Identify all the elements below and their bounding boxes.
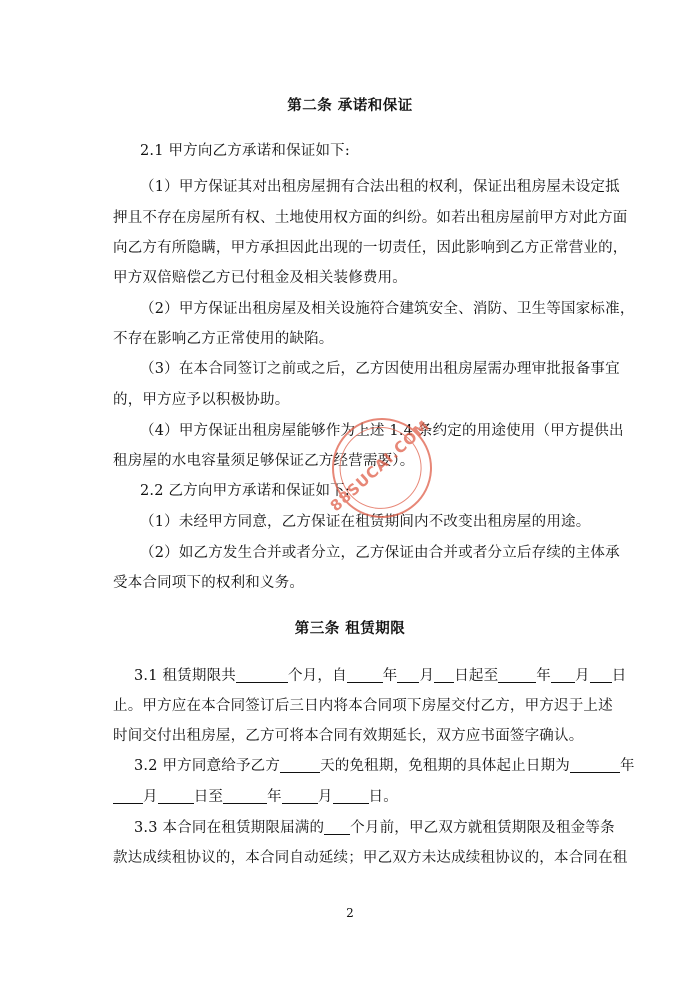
clause-text: 日: [611, 668, 627, 684]
clause-text: 月: [317, 789, 333, 805]
fill-blank: [324, 819, 350, 835]
clause-line: （1）未经甲方同意，乙方保证在租赁期间内不改变出租房屋的用途。: [140, 514, 591, 530]
page-number: 2: [346, 906, 354, 920]
clause-line: 租房屋的水电容量须足够保证乙方经营需要）。: [113, 453, 415, 469]
clause-3-1-line-1: [134, 664, 626, 685]
clause-line: 甲方双倍赔偿乙方已付租金及相关装修费用。: [113, 270, 407, 286]
fill-blank: [223, 788, 267, 804]
fill-blank: [158, 788, 194, 804]
clause-line: 时间交付出租房屋，乙方可将本合同有效期延长，双方应书面签字确认。: [113, 728, 584, 744]
clause-2-2-title: 2.2 乙方向甲方承诺和保证如下:: [140, 483, 350, 499]
clause-text: 年: [382, 668, 398, 684]
clause-text: 日。: [368, 789, 398, 805]
fill-blank: [498, 667, 536, 683]
clause-text: 个月前，甲乙双方就租赁期限及租金等条: [350, 820, 615, 836]
clause-text: 3.2 甲方同意给予乙方: [134, 758, 281, 774]
fill-blank: [113, 788, 143, 804]
clause-line: （4）甲方保证出租房屋能够作为上述 1.4 条约定的用途使用（甲方提供出: [140, 423, 624, 439]
clause-3-2-line-1: [134, 754, 635, 775]
clause-line: 不存在影响乙方正常使用的缺陷。: [113, 331, 334, 347]
clause-3-2-line-2: [113, 785, 398, 806]
fill-blank: [590, 667, 612, 683]
clause-text: 3.3 本合同在租赁期限届满的: [134, 820, 325, 836]
clause-line: 受本合同项下的权利和义务。: [113, 575, 305, 591]
clause-text: 3.1 租赁期限共: [134, 668, 236, 684]
fill-blank: [333, 788, 369, 804]
section-heading-2: 第二条 承诺和保证: [287, 98, 413, 114]
clause-text: 月: [419, 668, 435, 684]
clause-text: 日至: [193, 789, 224, 805]
fill-blank: [434, 667, 454, 683]
clause-text: 个月，自: [287, 668, 347, 684]
clause-line: 押且不存在房屋所有权、土地使用权方面的纠纷。如若出租房屋前甲方对此方面: [113, 210, 628, 226]
clause-text: 月: [575, 668, 590, 684]
fill-blank: [280, 757, 320, 773]
clause-line: 的，甲方应予以积极协助。: [113, 392, 290, 408]
fill-blank: [551, 667, 575, 683]
clause-line: 向乙方有所隐瞒，甲方承担因此出现的一切责任，因此影响到乙方正常营业的，: [113, 240, 628, 256]
fill-blank: [570, 757, 620, 773]
fill-blank: [236, 667, 288, 683]
fill-blank: [397, 667, 419, 683]
fill-blank: [347, 667, 383, 683]
clause-2-1-title: 2.1 甲方向乙方承诺和保证如下:: [140, 143, 350, 159]
clause-text: 年: [536, 668, 551, 684]
clause-text: 日起至: [454, 668, 499, 684]
clause-text: 月: [143, 789, 158, 805]
clause-line: 止。甲方应在本合同签订后三日内将本合同项下房屋交付乙方，甲方迟于上述: [113, 698, 613, 714]
fill-blank: [282, 788, 318, 804]
clause-line: （3）在本合同签订之前或之后，乙方因使用出租房屋需办理审批报备事宜: [140, 361, 620, 377]
clause-line: （2）如乙方发生合并或者分立，乙方保证由合并或者分立后存续的主体承: [140, 545, 620, 561]
clause-line: 款达成续租协议的，本合同自动延续；甲乙双方未达成续租协议的，本合同在租: [113, 850, 628, 866]
clause-3-3-line-1: [134, 816, 615, 837]
clause-line: （1）甲方保证其对出租房屋拥有合法出租的权利，保证出租房屋未设定抵: [140, 179, 620, 195]
clause-text: 年: [267, 789, 282, 805]
clause-text: 天的免租期，免租期的具体起止日期为: [320, 758, 570, 774]
section-heading-3: 第三条 租赁期限: [294, 621, 406, 637]
stamp-text: 88SUCAI.COM: [326, 416, 434, 516]
clause-text: 年: [619, 758, 635, 774]
clause-line: （2）甲方保证出租房屋及相关设施符合建筑安全、消防、卫生等国家标准，: [140, 301, 635, 317]
